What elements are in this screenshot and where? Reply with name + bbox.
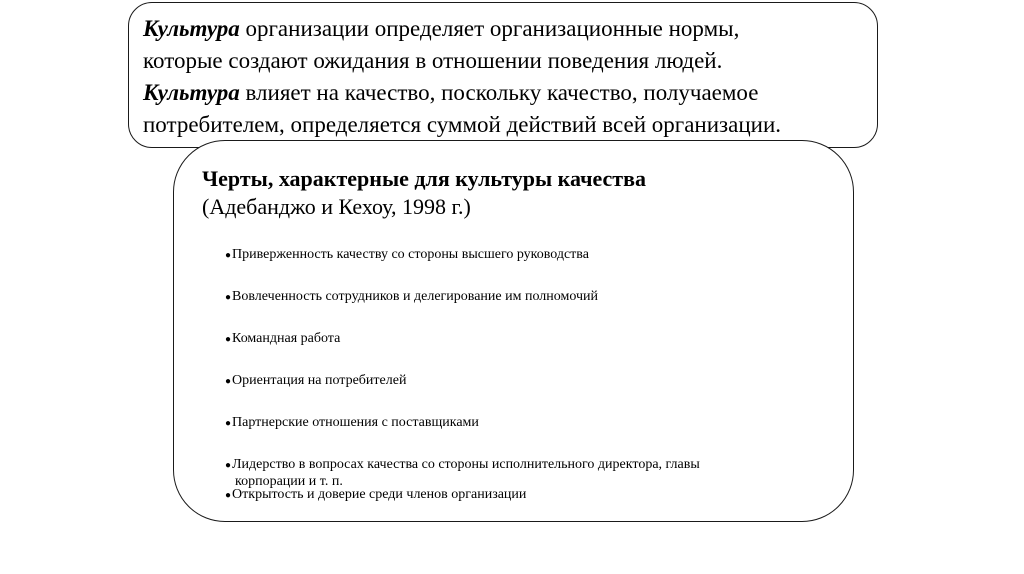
traits-heading: Черты, характерные для культуры качества [202, 166, 646, 191]
trait-item [225, 487, 526, 504]
definition-text: потребителем, определяется суммой действий всей организации. [143, 112, 782, 137]
trait-item [225, 373, 406, 390]
trait-text: Лидерство в вопросах качества со стороны исполнительного директора, главы [232, 457, 700, 472]
bullet-icon: ● [225, 334, 232, 345]
bullet-icon: ● [225, 250, 232, 261]
bullet-icon: ● [225, 376, 232, 387]
definition-line-3 [143, 77, 877, 109]
definition-line-4 [143, 109, 877, 141]
definition-text: влияет на качество, поскольку качество, получаемое [239, 80, 759, 105]
bullet-icon: ● [225, 460, 232, 471]
trait-text: Партнерские отношения с поставщиками [232, 415, 479, 430]
trait-text: Вовлеченность сотрудников и делегирование им полномочий [232, 289, 599, 304]
trait-item [225, 457, 700, 490]
trait-text: Приверженность качеству со стороны высшего руководства [232, 247, 589, 262]
quality-culture-traits-box [173, 140, 854, 522]
definition-line-1 [143, 13, 877, 45]
bullet-icon: ● [225, 418, 232, 429]
trait-text: Ориентация на потребителей [232, 373, 407, 388]
culture-definition-box [128, 2, 878, 148]
keyword-culture: Культура [143, 16, 240, 41]
trait-text: Командная работа [232, 331, 341, 346]
trait-item [225, 415, 479, 432]
trait-text: Открытость и доверие среди членов организации [232, 487, 527, 502]
traits-citation: (Адебанджо и Кехоу, 1998 г.) [202, 194, 471, 219]
keyword-culture: Культура [143, 80, 240, 105]
bullet-icon: ● [225, 292, 232, 303]
definition-text: которые создают ожидания в отношении поведения людей. [143, 48, 723, 73]
trait-item [225, 289, 598, 306]
trait-item [225, 331, 340, 348]
trait-item [225, 247, 589, 264]
definition-line-2 [143, 45, 877, 77]
bullet-icon: ● [225, 490, 232, 501]
trait-text-continuation: корпорации и т. п. [235, 474, 343, 489]
definition-text: организации определяет организационные нормы, [239, 16, 740, 41]
